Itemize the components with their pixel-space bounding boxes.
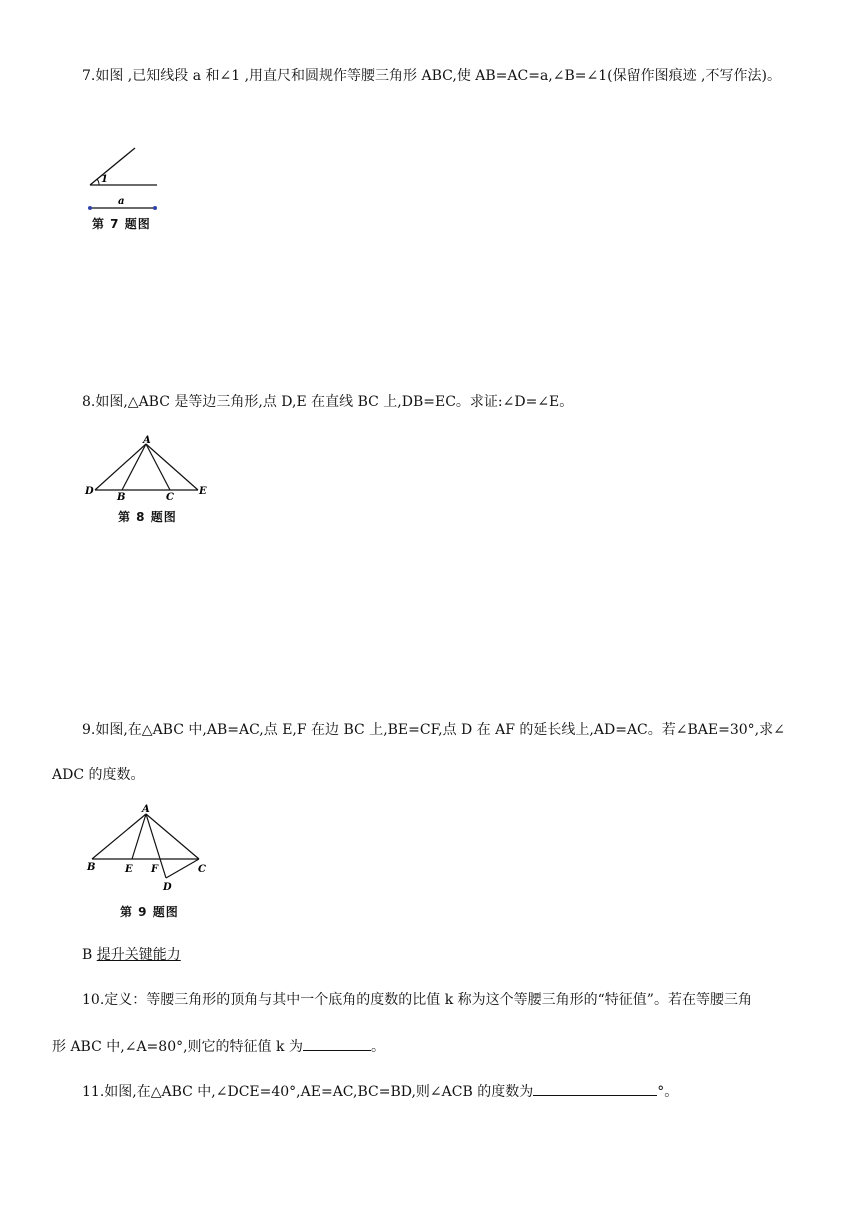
figure-9-caption: 第 9 题图 xyxy=(120,905,179,919)
angle-arc xyxy=(97,179,99,185)
question-9-text-line2: ADC 的度数。 xyxy=(52,767,145,783)
point-B-label: B xyxy=(87,862,96,873)
segment-AB xyxy=(92,814,146,859)
question-10-line1: 10.定义：等腰三角形的顶角与其中一个底角的度数的比值 k 称为这个等腰三角形的“特征值”。若在等腰三角 xyxy=(82,992,752,1008)
point-E-label: E xyxy=(199,486,207,497)
point-D-label: D xyxy=(163,882,172,893)
segment-AB xyxy=(122,444,146,490)
point-F-label: F xyxy=(151,864,159,875)
point-C-label: C xyxy=(166,492,174,503)
segment-a-label: a xyxy=(118,196,125,207)
section-b-title: 提升关键能力 xyxy=(96,947,181,963)
figure-7-caption: 第 7 题图 xyxy=(92,217,151,231)
segment-AD xyxy=(95,444,146,490)
question-8-text: 8.如图,△ABC 是等边三角形,点 D,E 在直线 BC 上,DB=EC。求证:∠D=∠E。 xyxy=(82,394,574,410)
question-11-text xyxy=(82,1081,678,1101)
figure-7 xyxy=(84,140,164,216)
point-D-label: D xyxy=(85,486,94,497)
section-b-prefix: B xyxy=(82,947,97,963)
angle-1-label: 1 xyxy=(101,174,108,185)
question-11-body: 11.如图,在△ABC 中,∠DCE=40°,AE=AC,BC=BD,则∠ACB 的度数为 xyxy=(82,1084,534,1100)
figure-8-caption: 第 8 题图 xyxy=(118,510,177,524)
point-B-label: B xyxy=(117,492,126,503)
segment-endpoint-right xyxy=(153,206,157,210)
point-A-label: A xyxy=(142,804,150,815)
question-10-line2 xyxy=(52,1036,385,1056)
point-E-label: E xyxy=(125,864,133,875)
segment-endpoint-left xyxy=(88,206,92,210)
segment-AE xyxy=(132,814,146,859)
question-10-end: 。 xyxy=(370,1039,385,1055)
segment-AC xyxy=(146,444,170,490)
point-A-label: A xyxy=(143,435,151,446)
answer-blank-10[interactable] xyxy=(303,1036,371,1051)
section-b-heading xyxy=(82,946,181,964)
figure-9 xyxy=(82,802,222,898)
question-11-end: °。 xyxy=(657,1084,679,1100)
segment-DC xyxy=(166,859,199,878)
segment-AC xyxy=(146,814,199,859)
question-7-text: 7.如图 ,已知线段 a 和∠1 ,用直尺和圆规作等腰三角形 ABC,使 AB=AC=a,∠B=∠1(保留作图痕迹 ,不写作法)。 xyxy=(82,68,781,84)
point-C-label: C xyxy=(198,864,206,875)
answer-blank-11[interactable] xyxy=(533,1081,657,1096)
figure-8 xyxy=(82,434,222,504)
question-10-line2-text: 形 ABC 中,∠A=80°,则它的特征值 k 为 xyxy=(52,1039,303,1055)
question-9-text-line1: 9.如图,在△ABC 中,AB=AC,点 E,F 在边 BC 上,BE=CF,点 D 在 AF 的延长线上,AD=AC。若∠BAE=30°,求∠ xyxy=(82,722,785,738)
segment-AE xyxy=(146,444,198,490)
